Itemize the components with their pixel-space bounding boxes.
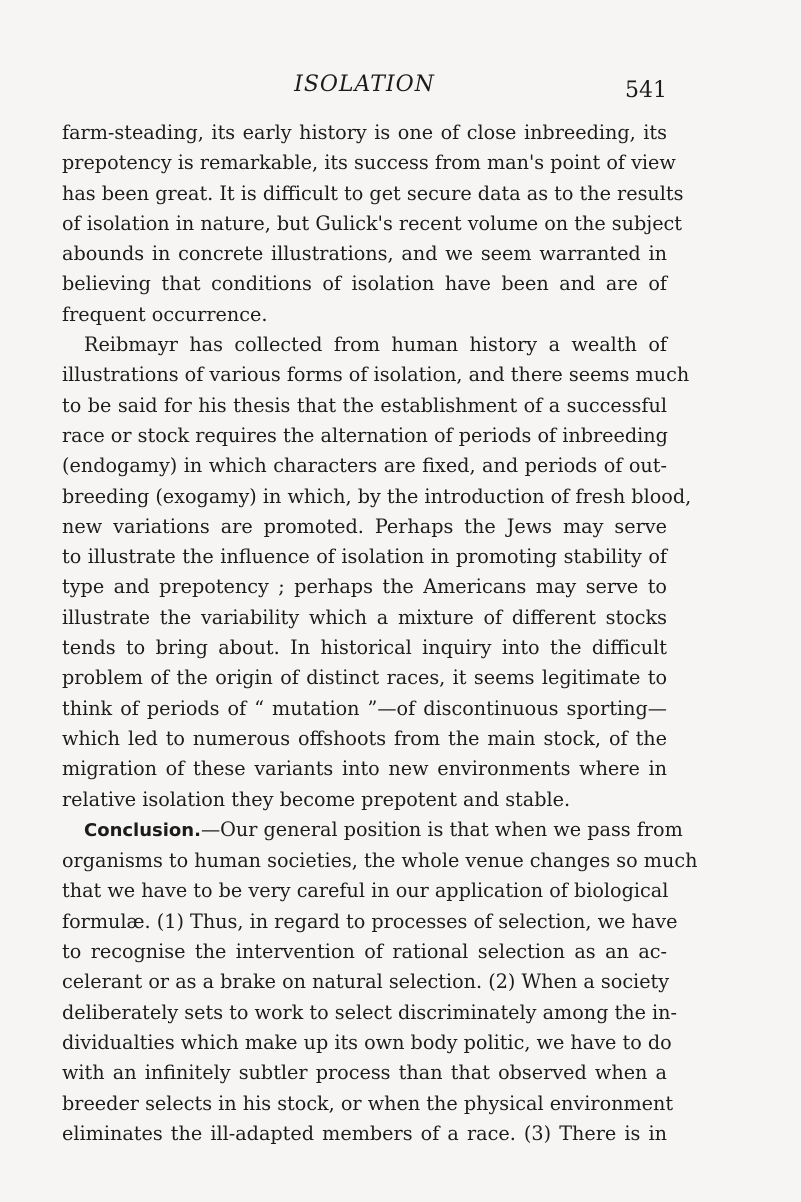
text-line: has been great. It is difficult to get secure data as to the results [62,181,684,205]
text-line: prepotency is remarkable, its success from man's point of view [62,151,676,175]
text-line: problem of the origin of distinct races, it seems legitimate to [62,666,667,690]
text-line: formulæ. (1) Thus, in regard to processes of selection, we have [62,909,678,933]
paragraph-conclusion [62,815,698,1149]
text-line: with an infinitely subtler process than that observed when a [62,1061,667,1085]
page-header [62,72,667,112]
body-text [62,118,698,1149]
text-line: illustrations of various forms of isolation, and there seems much [62,363,690,387]
text-line: frequent occurrence. [62,302,268,326]
paragraph-reibmayr [62,330,692,815]
text-line: which led to numerous offshoots from the main stock, of the [62,726,667,750]
text-line: tends to bring about. In historical inquiry into the difficult [62,636,667,660]
text-line: celerant or as a brake on natural selection. (2) When a society [62,970,670,994]
text-line: organisms to human societies, the whole venue changes so much [62,849,698,873]
text-line: farm-steading, its early history is one of close inbreeding, its [62,121,667,144]
text-line: type and prepotency ; perhaps the Americans may serve to [62,575,667,599]
text-line: Reibmayr has collected from human history a wealth of [84,333,667,357]
text-line: breeder selects in his stock, or when the physical environment [62,1091,674,1115]
text-line: of isolation in nature, but Gulick's recent volume on the subject [62,211,683,235]
running-title: ISOLATION [294,72,435,97]
paragraph-continuation [62,118,684,330]
text-line: believing that conditions of isolation have been and are of [62,272,667,296]
text-line: breeding (exogamy) in which, by the introduction of fresh blood, [62,484,692,508]
page-number: 541 [625,78,667,103]
text-line: abounds in concrete illustrations, and we seem warranted in [62,242,667,266]
text-line: to be said for his thesis that the establishment of a successful [62,393,667,417]
text-line: eliminates the ill-adapted members of a race. (3) There is in [62,1121,667,1145]
text-line: that we have to be very careful in our application of biological [62,879,669,903]
text-line: (endogamy) in which characters are fixed, and periods of out- [62,454,667,478]
text-line: illustrate the variability which a mixture of different stocks [62,605,667,629]
text-line [62,815,683,846]
text-line: think of periods of “ mutation ”—of discontinuous sporting— [62,696,667,720]
text-line: migration of these variants into new environments where in [62,757,667,781]
text-line: new variations are promoted. Perhaps the Jews may serve [62,514,667,538]
text-line: dividualties which make up its own body politic, we have to do [62,1030,672,1054]
text-line: deliberately sets to work to select discriminately among the in- [62,1000,678,1024]
text-line: race or stock requires the alternation of periods of inbreeding [62,423,668,447]
text-line: to illustrate the influence of isolation in promoting stability of [62,545,667,569]
text-line: relative isolation they become prepotent and stable. [62,787,571,811]
text-line: to recognise the intervention of rational selection as an ac- [62,940,667,964]
text-fragment: —Our general position is that when we pass from [200,817,683,841]
section-run-head: Conclusion. [84,819,201,841]
